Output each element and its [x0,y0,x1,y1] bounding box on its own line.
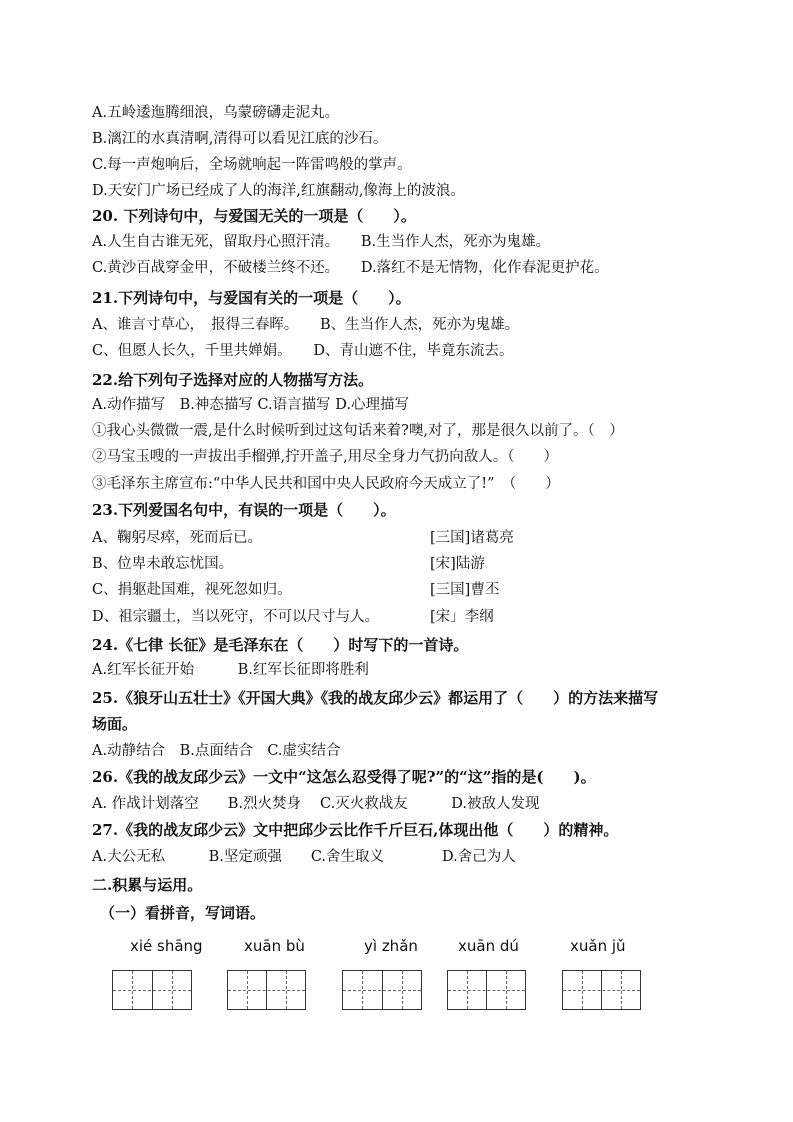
text-line-q25: 25.《狼牙山五壮士》《开国大典》《我的战友邱少云》都运用了（ ）的方法来描写 [92,689,659,707]
writing-grid-cell[interactable] [383,971,422,1009]
text-line-q19d: D.天安门广场已经成了人的海洋,红旗翻动,像海上的波浪。 [92,183,465,199]
text-line-q21cd: C、但愿人长久，千里共婵娟。 D、青山遮不住，毕竟东流去。 [92,343,514,359]
text-line-q25b: 场面。 [92,715,138,733]
text-line-q22s1: ①我心头微微一震,是什么时候听到过这句话来着?噢,对了，那是很久以前了。（ ） [92,423,624,439]
text-line-q25opts: A.动静结合 B.点面结合 C.虚实结合 [92,743,341,759]
writing-grid-cell[interactable] [267,971,305,1009]
writing-grid-box[interactable] [112,970,192,1010]
writing-grid-cell[interactable] [602,971,640,1009]
text-line-q20ab: A.人生自古谁无死，留取丹心照汗清。 B.生当作人杰，死亦为鬼雄。 [92,234,551,250]
pinyin-label: yì zhǎn [364,937,418,955]
text-line-sec2sub: （一）看拼音，写词语。 [100,904,266,922]
writing-grid-cell[interactable] [343,971,383,1009]
writing-grid-cell[interactable] [228,971,267,1009]
writing-grid-box[interactable] [562,970,641,1010]
writing-grid-box[interactable] [342,970,422,1010]
pinyin-label: xuān bù [244,937,305,955]
text-line-q26: 26.《我的战友邱少云》一文中“这怎么忍受得了呢?”的“这”指的是( )。 [92,768,596,786]
author-a2: [宋]陆游 [430,556,485,572]
text-line-q23: 23.下列爱国名句中，有误的一项是（ ）。 [92,501,396,519]
text-line-q24opts: A.红军长征开始 B.红军长征即将胜利 [92,662,369,678]
text-line-q23c: C、捐躯赴国难，视死忽如归。 [92,582,292,598]
pinyin-label: xuān dú [458,937,519,955]
text-line-q23b: B、位卑未敢忘忧国。 [92,556,234,572]
text-line-q22s2: ②马宝玉嗖的一声拔出手榴弹,拧开盖子,用尽全身力气扔向敌人。（ ） [92,449,558,465]
text-line-q19b: B.漓江的水真清啊,清得可以看见江底的沙石。 [92,131,388,147]
text-line-q22s3: ③毛泽东主席宣布:“中华人民共和国中央人民政府今天成立了!” （ ） [92,476,560,492]
text-line-q23a: A、鞠躬尽瘁，死而后已。 [92,530,262,546]
writing-grid-cell[interactable] [487,971,525,1009]
text-line-q19a: A.五岭逶迤腾细浪，乌蒙磅礴走泥丸。 [92,105,340,121]
text-line-q19c: C.每一声炮响后，全场就响起一阵雷鸣般的掌声。 [92,157,412,173]
writing-grid-cell[interactable] [153,971,192,1009]
writing-grid-box[interactable] [227,970,306,1010]
text-line-q24: 24.《七律 长征》是毛泽东在（ ）时写下的一首诗。 [92,636,469,654]
text-line-q20cd: C.黄沙百战穿金甲，不破楼兰终不还。 D.落红不是无情物，化作春泥更护花。 [92,260,609,276]
author-a3: [三国]曹丕 [430,582,500,598]
pinyin-label: xié shāng [130,937,203,955]
author-a1: [三国]诸葛亮 [430,530,514,546]
text-line-q23d: D、祖宗疆土，当以死守，不可以尺寸与人。 [92,609,380,625]
text-line-q20: 20. 下列诗句中，与爱国无关的一项是（ ）。 [92,207,416,225]
text-line-q27: 27.《我的战友邱少云》文中把邱少云比作千斤巨石,体现出他（ ）的精神。 [92,821,619,839]
text-line-q21: 21.下列诗句中，与爱国有关的一项是（ ）。 [92,289,411,307]
writing-grid-box[interactable] [447,970,526,1010]
text-line-q21ab: A、谁言寸草心， 报得三春晖。 B、生当作人杰，死亦为鬼雄。 [92,317,520,333]
text-line-sec2: 二.积累与运用。 [92,876,203,894]
pinyin-label: xuǎn jǔ [570,937,626,955]
writing-grid-cell[interactable] [563,971,602,1009]
text-line-q27opts: A.大公无私 B.坚定顽强 C.舍生取义 D.舍己为人 [92,849,516,865]
writing-grid-cell[interactable] [113,971,153,1009]
writing-grid-cell[interactable] [448,971,487,1009]
text-line-q26opts: A. 作战计划落空 B.烈火焚身 C.灭火救战友 D.被敌人发现 [92,796,540,812]
text-line-q22: 22.给下列句子选择对应的人物描写方法。 [92,371,374,389]
author-a4: [宋」李纲 [430,609,494,625]
text-line-q22opts: A.动作描写 B.神态描写 C.语言描写 D.心理描写 [92,397,409,413]
